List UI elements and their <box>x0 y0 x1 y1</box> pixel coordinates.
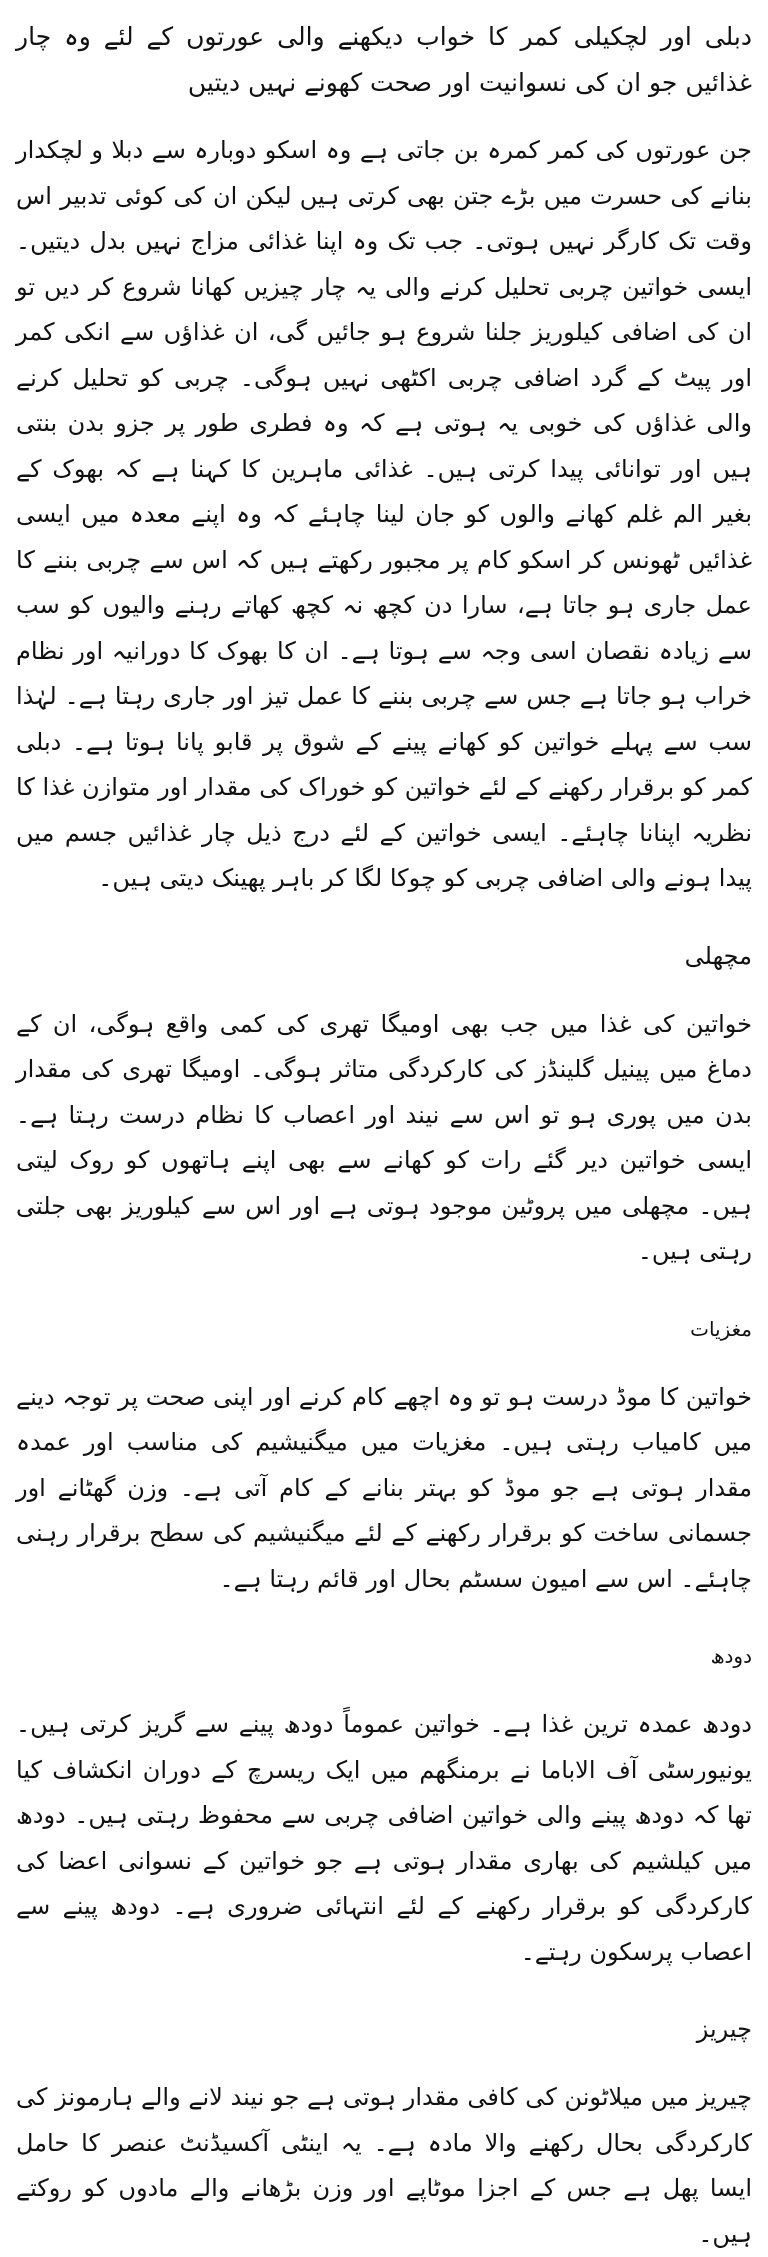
intro-paragraph: جن عورتوں کی کمر کمرہ بن جاتی ہے وہ اسکو دوبارہ سے دبلا و لچکدار بنانے کی حسرت میں بڑے جتن بھی کرتی ہیں لیکن ان کی کوئی تدبیر اس وقت تک کارگر نہیں ہوتی۔ جب تک وہ اپنا غذائی مزاج نہیں بدل دیتیں۔ ایسی خواتین چربی تحلیل کرنے والی یہ چار چیزیں کھانا شروع کر دیں تو ان کی اضافی کیلوریز جلنا شروع ہو جائیں گی، ان غذاؤں سے انکی کمر اور پیٹ کے گرد اضافی چربی اکٹھی نہیں ہوگی۔ چربی کو تحلیل کرنے والی غذاؤں کی خوبی یہ ہوتی ہے کہ وہ فطری طور پر جزو بدن بنتی ہیں اور توانائی پیدا کرتی ہیں۔ غذائی ماہرین کا کہنا ہے کہ بھوک کے بغیر الم غلم کھانے والوں کو جان لینا چاہئے کہ وہ اپنے معدہ میں ایسی غذائیں ٹھونس کر اسکو کام پر مجبور رکھتے ہیں کہ اس سے چربی بننے کا عمل جاری ہو جاتا ہے، سارا دن کچھ نہ کچھ کھاتے رہنے والیوں کو سب سے زیادہ نقصان اسی وجہ سے ہوتا ہے۔ ان کا بھوک کا دورانیہ اور نظام خراب ہو جاتا ہے جس سے چربی بننے کا عمل تیز اور جاری رہتا ہے۔ لہٰذا سب سے پہلے خواتین کو کھانے پینے کے شوق پر قابو پانا ہوتا ہے۔ دبلی کمر کو برقرار رکھنے کے لئے خواتین کو خوراک کی مقدار اور متوازن غذا کا نظریہ اپنانا چاہئے۔ ایسی خواتین کے لئے درج ذیل چار غذائیں جسم میں پیدا ہونے والی اضافی چربی کو چوکا لگا کر باہر پھینک دیتی ہیں۔ <box>16 136 753 892</box>
section-heading-milk: دودھ <box>710 1644 752 1668</box>
article-title: دبلی اور لچکیلی کمر کا خواب دیکھنے والی عورتوں کے لئے وہ چار غذائیں جو ان کی نسوانیت اور صحت کھونے نہیں دیتیں <box>16 22 752 97</box>
section-body-cherries: چیریز میں میلاٹونن کی کافی مقدار ہوتی ہے جو نیند لانے والے ہارمونز کی کارکردگی بحال رکھنے والا مادہ ہے۔ یہ اینٹی آکسیڈنٹ عنصر کا حامل ایسا پھل ہے جس کے اجزا موٹاپے اور وزن بڑھانے والے مادوں کو روکتے ہیں۔ <box>16 2083 752 2248</box>
section-body-nuts: خواتین کا موڈ درست ہو تو وہ اچھے کام کرنے اور اپنی صحت پر توجہ دینے میں کامیاب رہتی ہیں۔ مغزیات میں میگنیشیم کی مناسب اور عمدہ مقدار ہوتی ہے جو موڈ کو بہتر بنانے کے کام آتی ہے۔ وزن گھٹانے اور جسمانی ساخت کو برقرار رکھنے کے لئے میگنیشیم کی سطح برقرار رہنی چاہئے۔ اس سے امیون سسٹم بحال اور قائم رہتا ہے۔ <box>16 1382 752 1593</box>
section-heading-fish: مچھلی <box>684 941 752 970</box>
section-body-fish: خواتین کی غذا میں جب بھی اومیگا تھری کی کمی واقع ہوگی، ان کے دماغ میں پینیل گلینڈز کی کارکردگی متاثر ہوگی۔ اومیگا تھری کی مقدار بدن میں پوری ہو تو اس سے نیند اور اعصاب کا نظام درست رہتا ہے۔ ایسی خواتین دیر گئے رات کو کھانے سے بھی اپنے ہاتھوں کو روک لیتی ہیں۔ مچھلی میں پروٹین موجود ہوتی ہے اور اس سے کیلوریز بھی جلتی رہتی ہیں۔ <box>16 1009 752 1265</box>
section-body-milk: دودھ عمدہ ترین غذا ہے۔ خواتین عموماً دودھ پینے سے گریز کرتی ہیں۔ یونیورسٹی آف الاباما نے برمنگھم میں ایک ریسرچ کے دوران انکشاف کیا تھا کہ دودھ پینے والی خواتین اضافی چربی سے محفوظ رہتی ہیں۔ دودھ میں کیلشیم کی بھاری مقدار ہوتی ہے جو خواتین کے نسوانی اعضا کی کارکردگی کو برقرار رکھنے کے لئے انتہائی ضروری ہے۔ دودھ پینے سے اعصاب پرسکون رہتے۔ <box>16 1710 753 1966</box>
section-heading-nuts: مغزیات <box>690 1316 752 1341</box>
section-heading-cherries: چیریز <box>696 2015 752 2043</box>
